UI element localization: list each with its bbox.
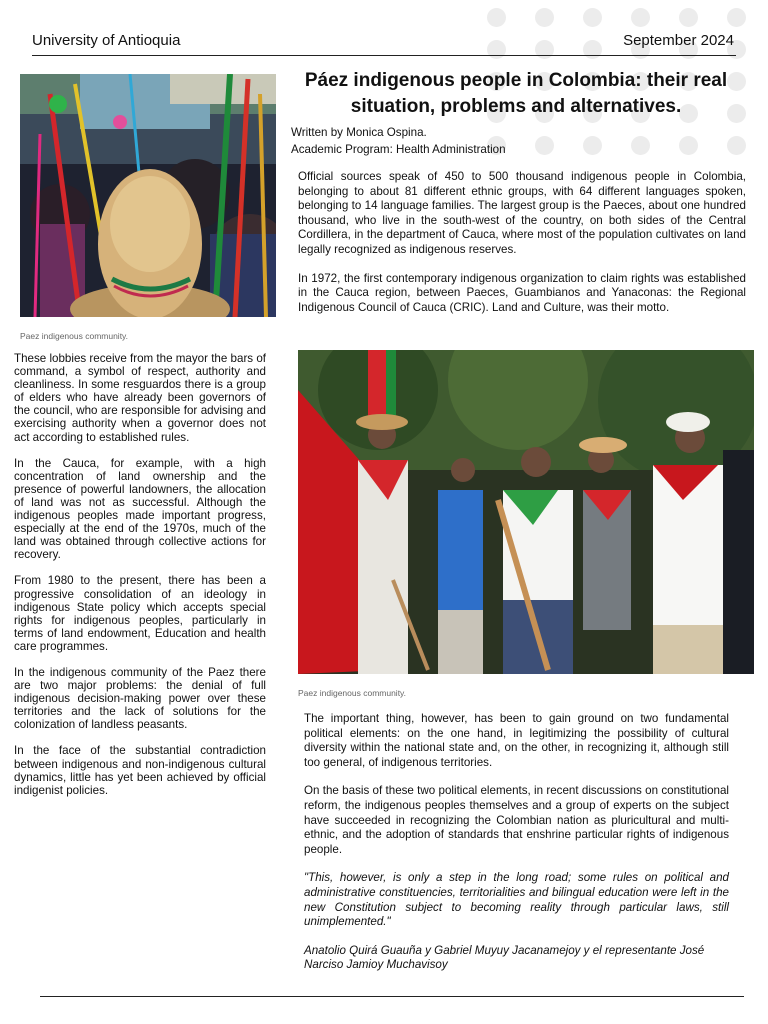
left-paragraph: These lobbies receive from the mayor the bars of command, a symbol of respect, authority and cleanliness. In some resguardos there is a group of elders who have already been governors of the council, who are responsible for advising and exercising authority when a governor does not act according to established rules. (14, 352, 266, 444)
decorative-dot (535, 8, 554, 27)
decorative-dot (631, 136, 650, 155)
block-quote: "This, however, is only a step in the long road; some rules on political and administrative constituencies, territorialities and bilingual education were left in the new Constitution subject to becoming reality through particular laws, still unimplemented." (304, 871, 729, 929)
decorative-dot (487, 8, 506, 27)
decorative-dot (583, 136, 602, 155)
left-paragraph: In the face of the substantial contradiction between indigenous and non-indigenous cultural dynamics, little has yet been achieved by official indigenist policies. (14, 744, 266, 797)
program-line: Academic Program: Health Administration (291, 143, 506, 156)
left-paragraph: In the indigenous community of the Paez there are two major problems: the denial of full indigenous decision-making power over these territories and the lack of solutions for the colonization of landless peasants. (14, 665, 266, 732)
decorative-dot (631, 8, 650, 27)
article-title: Páez indigenous people in Colombia: their real situation, problems and alternatives. (304, 70, 728, 117)
right-paragraph: Official sources speak of 450 to 500 thousand indigenous people in Colombia, belonging to about 81 different ethnic groups, with 64 different languages spoken, belonging to 14 language families. The largest group is the Paeces, about one hundred thousand, who live in the south-west of the country, on both sides of the Central Cordillera, in the department of Cauca, where most of the population cultivates on land legally recognized as indigenous reserves. (298, 170, 746, 256)
header-divider (32, 55, 736, 56)
left-paragraph: In the Cauca, for example, with a high concentration of land ownership and the presence of powerful landowners, the allocation of land was not as successful. Although the indigenous peoples made important progress, especially at the end of the 1970s, much of the land was obtained through collective actions for recovery. (14, 456, 266, 562)
decorative-dot (679, 8, 698, 27)
byline (291, 124, 506, 158)
institution-name: University of Antioquia (32, 31, 181, 49)
decorative-dot (727, 8, 746, 27)
right-paragraph: In 1972, the first contemporary indigenous organization to claim rights was established in the Cauca region, between Paeces, Guambianos and Yanaconas: the Regional Indigenous Council of Cauca (CRIC). Land and Culture, was their motto. (298, 271, 746, 314)
community-photo-top (20, 74, 276, 317)
right-column-top-text (298, 170, 746, 329)
decorative-dot (535, 136, 554, 155)
issue-date: September 2024 (623, 31, 734, 49)
quote-attribution: Anatolio Quirá Guauña y Gabriel Muyuy Jacanamejoy y el representante José Narciso Jamioy Muchavisoy (304, 943, 705, 972)
community-photo-group (298, 350, 754, 674)
photo-caption-top: Paez indigenous community. (20, 331, 129, 341)
left-column-text (14, 352, 266, 810)
decorative-dot (583, 8, 602, 27)
left-paragraph: From 1980 to the present, there has been a progressive consolidation of an ideology in indigenous State policy which accepts special rights for indigenous peoples, particularly in terms of land endowment, Education and health care programmes. (14, 574, 266, 653)
right-column-bottom-text (304, 712, 729, 973)
decorative-dot (727, 136, 746, 155)
decorative-dot (679, 136, 698, 155)
author-line: Written by Monica Ospina. (291, 126, 427, 139)
photo-caption-group: Paez indigenous community. (298, 688, 407, 698)
right-paragraph: The important thing, however, has been to gain ground on two fundamental political elements: on the one hand, in legitimizing the possibility of cultural diversity within the national state and, on the other, in recognizing it, although still too general, of indigenous territories. (304, 712, 729, 769)
right-paragraph: On the basis of these two political elements, in recent discussions on constitutional reform, the indigenous peoples themselves and a group of experts on the subject have succeeded in recognizing the Colombian nation as pluricultural and multi-ethnic, and the adoption of standards that enshrine particular rights of indigenous people. (304, 784, 729, 856)
page-header (32, 29, 734, 51)
footer-divider (40, 996, 744, 997)
